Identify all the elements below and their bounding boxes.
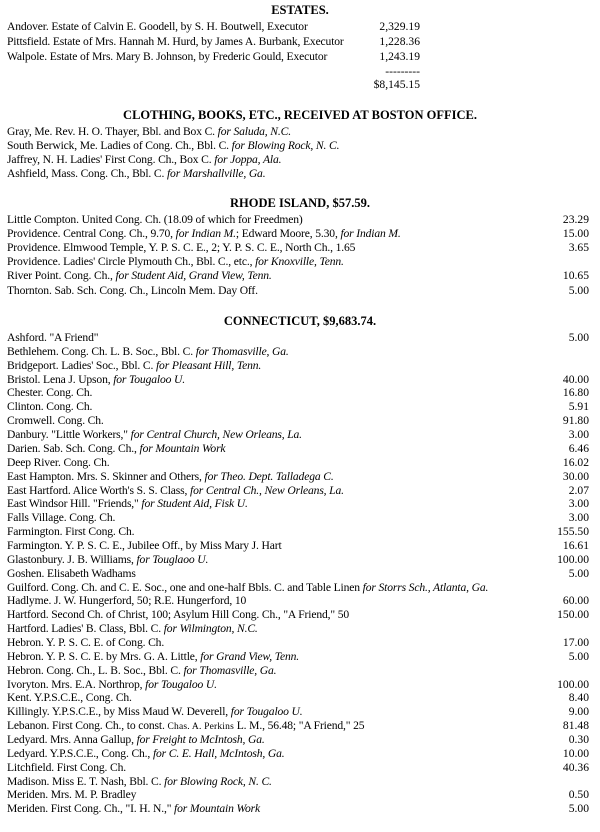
estates-heading: ESTATES. (271, 3, 329, 17)
ct-row (0, 636, 600, 650)
entry-destination: for Blowing Rock, N. C. (164, 774, 272, 788)
entry-amount: 5.00 (568, 331, 589, 344)
estates-total: $8,145.15 (373, 78, 420, 91)
ri-row (0, 241, 600, 255)
entry-destination: for Wilmington, N.C. (163, 622, 258, 636)
entry-amount: 0.30 (568, 732, 589, 746)
entry-text: Hadlyme. J. W. Hungerford, 50; R.E. Hungerford, 10 (7, 594, 247, 608)
entry-amount: 2.07 (568, 483, 589, 497)
ct-row (0, 428, 600, 442)
entry-text: Bridgeport. Ladies' Soc., Bbl. C. (7, 358, 156, 372)
entry-amount: 16.61 (562, 538, 589, 552)
entry-text: Thornton. Sab. Sch. Cong. Ch., Lincoln Mem. Day Off. (7, 284, 258, 297)
entry-text: Meriden. First Cong. Ch., "I. H. N.," (7, 802, 175, 816)
ct-row (0, 484, 600, 498)
entry-text: Chester. Cong. Ch. (7, 386, 93, 400)
estate-text: Pittsfield. Estate of Mrs. Hannah M. Hurd, by James A. Burbank, Executor (7, 35, 344, 48)
ct-row (0, 470, 600, 484)
clothing-row (0, 139, 600, 153)
entry-amount: 10.65 (562, 269, 589, 282)
entry-text: Providence. Ladies' Circle Plymouth Ch., Bbl. C., etc., (7, 255, 256, 268)
entry-text: East Hampton. Mrs. S. Skinner and Others, (7, 469, 205, 483)
entry-text: Deep River. Cong. Ch. (7, 455, 110, 469)
estate-amount: 1,243.19 (379, 50, 420, 63)
entry-destination: for Student Aid, Grand View, Tenn. (115, 269, 272, 282)
entry-amount: 5.00 (568, 649, 589, 663)
entry-text: Hebron. Cong. Ch., L. B. Soc., Bbl. C. (7, 663, 184, 677)
entry-destination: for Mountain Work (139, 441, 226, 455)
entry-text-cont: L. M., 56.48; "A Friend," 25 (234, 719, 365, 733)
ct-row (0, 539, 600, 553)
entry-text: Killingly. Y.P.S.C.E., by Miss Maud W. Deverell, (7, 705, 231, 719)
entry-amount: 5.00 (568, 566, 589, 580)
entry-destination: for Touglaoo U. (136, 552, 209, 566)
entry-amount: 155.50 (557, 525, 589, 538)
entry-text: South Berwick, Me. Ladies of Cong. Ch., Bbl. C. (7, 139, 232, 152)
entry-text: Cromwell. Cong. Ch. (7, 414, 104, 428)
estate-row (0, 20, 600, 34)
rhode-island-heading: RHODE ISLAND, $57.59. (230, 196, 370, 210)
entry-text: Glastonbury. J. B. Williams, (7, 552, 137, 566)
ct-row (0, 802, 600, 816)
entry-amount: 100.00 (557, 677, 589, 691)
estates-total-row (0, 78, 600, 92)
entry-amount: 6.46 (568, 441, 589, 455)
entry-text: River Point. Cong. Ch., (7, 269, 116, 282)
estate-amount: 1,228.36 (379, 35, 420, 48)
ct-row (0, 664, 600, 678)
entry-destination: for Storrs Sch., Atlanta, Ga. (362, 580, 489, 594)
entry-text: East Windsor Hill. "Friends," (7, 497, 142, 511)
ct-row (0, 414, 600, 428)
ri-row (0, 284, 600, 298)
entry-amount: 9.00 (568, 705, 589, 719)
entry-text: Ledyard. Mrs. Anna Gallup, (7, 732, 137, 746)
entry-amount: 5.00 (568, 284, 589, 297)
connecticut-heading: CONNECTICUT, $9,683.74. (223, 314, 377, 328)
entry-amount: 3.00 (568, 497, 589, 511)
entry-amount: 8.40 (568, 691, 589, 705)
entry-destination: for Blowing Rock, N. C. (231, 139, 340, 152)
entry-text: Darien. Sab. Sch. Cong. Ch., (7, 441, 140, 455)
ct-row (0, 761, 600, 775)
entry-text: Kent. Y.P.S.C.E., Cong. Ch. (7, 691, 132, 705)
entry-text: Guilford. Cong. Ch. and C. E. Soc., one and one-half Bbls. C. and Table Linen (7, 580, 363, 594)
entry-text: East Hartford. Alice Worth's S. S. Class, (7, 483, 191, 497)
ct-row (0, 553, 600, 567)
entry-text: Hartford. Ladies' B. Class, Bbl. C. (7, 622, 164, 636)
estates-separator: --------- (385, 65, 420, 78)
entry-amount: 5.00 (568, 802, 589, 816)
ct-row (0, 622, 600, 636)
entry-destination: for Central Church, New Orleans, La. (130, 428, 302, 441)
entry-text: Bethlehem. Cong. Ch. L. B. Soc., Bbl. C. (7, 344, 196, 358)
estates-separator-row (0, 65, 600, 79)
entry-text: Falls Village. Cong. Ch. (7, 511, 116, 525)
estate-row (0, 35, 600, 49)
ct-row (0, 456, 600, 470)
entry-amount: 40.00 (562, 372, 589, 386)
ct-row (0, 650, 600, 664)
entry-text: Hartford. Second Ch. of Christ, 100; Asylum Hill Cong. Ch., "A Friend," 50 (7, 608, 349, 622)
entry-text: Danbury. "Little Workers," (7, 428, 131, 441)
entry-name-smallcaps: Chas. A. Perkins (167, 722, 234, 733)
ct-row (0, 497, 600, 511)
entry-destination: for Marshallville, Ga. (166, 167, 266, 180)
entry-amount: 16.02 (562, 455, 589, 469)
entry-destination: for Thomasville, Ga. (183, 663, 277, 677)
estate-amount: 2,329.19 (379, 20, 420, 33)
entry-destination: for Theo. Dept. Talladega C. (204, 469, 334, 483)
entry-amount: 0.50 (568, 788, 589, 802)
ct-row (0, 733, 600, 747)
entry-destination: for Knoxville, Tenn. (255, 255, 344, 268)
ri-row (0, 227, 600, 241)
ct-row (0, 788, 600, 802)
ct-row (0, 400, 600, 414)
clothing-row (0, 125, 600, 139)
entry-amount: 30.00 (562, 469, 589, 483)
entry-amount: 100.00 (557, 552, 589, 566)
entry-text: Gray, Me. Rev. H. O. Thayer, Bbl. and Box C. (7, 125, 218, 138)
ct-row (0, 581, 600, 595)
ct-row (0, 525, 600, 539)
entry-amount: 60.00 (562, 594, 589, 608)
ct-row (0, 719, 600, 733)
ri-row (0, 255, 600, 269)
entry-destination: for Tougaloo U. (145, 677, 217, 691)
estate-row (0, 50, 600, 64)
entry-text: Little Compton. United Cong. Ch. (18.09 of which for Freedmen) (7, 213, 303, 226)
ct-row (0, 747, 600, 761)
ct-row (0, 359, 600, 373)
entry-text: Madison. Miss E. T. Nash, Bbl. C. (7, 774, 165, 788)
ct-row (0, 775, 600, 789)
entry-destination: for Freight to McIntosh, Ga. (136, 732, 265, 746)
entry-destination: for Tougaloo U. (230, 705, 303, 719)
entry-amount: 91.80 (562, 414, 589, 428)
entry-amount: 3.65 (568, 241, 589, 254)
entry-destination: for Tougaloo U. (113, 372, 185, 386)
entry-amount: 15.00 (562, 227, 589, 240)
entry-destination: for C. E. Hall, McIntosh, Ga. (152, 746, 285, 760)
entry-destination-2: for Indian M. (340, 227, 401, 240)
entry-text: Ashfield, Mass. Cong. Ch., Bbl. C. (7, 167, 167, 180)
estate-text: Andover. Estate of Calvin E. Goodell, by S. H. Boutwell, Executor (7, 20, 308, 33)
clothing-row (0, 153, 600, 167)
entry-destination: for Saluda, N.C. (217, 125, 291, 138)
ri-row (0, 213, 600, 227)
entry-amount: 3.00 (568, 511, 589, 525)
entry-text: Meriden. Mrs. M. P. Bradley (7, 788, 137, 802)
entry-text: Hebron. Y. P. S. C. E. of Cong. Ch. (7, 635, 165, 649)
entry-amount: 150.00 (557, 608, 589, 622)
entry-amount: 40.36 (562, 760, 589, 774)
entry-amount: 5.91 (568, 400, 589, 414)
entry-destination: for Pleasant Hill, Tenn. (155, 358, 262, 372)
ct-row (0, 386, 600, 400)
entry-text: Goshen. Elisabeth Wadhams (7, 566, 136, 580)
entry-text: Ledyard. Y.P.S.C.E., Cong. Ch., (7, 746, 153, 760)
entry-amount: 17.00 (562, 635, 589, 649)
entry-text-cont: ; Edward Moore, 5.30, (235, 227, 341, 240)
estate-text: Walpole. Estate of Mrs. Mary B. Johnson, by Frederic Gould, Executor (7, 50, 328, 63)
entry-text: Hebron. Y. P. S. C. E. by Mrs. G. A. Little, (7, 649, 201, 663)
entry-amount: 23.29 (562, 213, 589, 226)
entry-text: Bristol. Lena J. Upson, (7, 372, 114, 386)
entry-destination: for Thomasville, Ga. (195, 344, 289, 358)
entry-amount: 3.00 (568, 428, 589, 441)
ct-row (0, 511, 600, 525)
entry-text: Litchfield. First Cong. Ch. (7, 760, 126, 774)
entry-text: Ashford. "A Friend" (7, 331, 99, 344)
ri-row (0, 269, 600, 283)
entry-text: Providence. Central Cong. Ch., 9.70, (7, 227, 176, 240)
entry-text: Jaffrey, N. H. Ladies' First Cong. Ch., Box C. (7, 153, 215, 166)
entry-destination: for Grand View, Tenn. (200, 649, 299, 663)
ct-row (0, 331, 600, 345)
entry-text: Farmington. Y. P. S. C. E., Jubilee Off., by Miss Mary J. Hart (7, 538, 282, 552)
ct-row (0, 442, 600, 456)
entry-text: Ivoryton. Mrs. E.A. Northrop, (7, 677, 146, 691)
entry-amount: 10.00 (562, 746, 589, 760)
ct-row (0, 567, 600, 581)
entry-text: Clinton. Cong. Ch. (7, 400, 93, 414)
ct-row (0, 678, 600, 692)
clothing-heading: CLOTHING, BOOKS, ETC., RECEIVED AT BOSTON OFFICE. (123, 108, 477, 122)
clothing-row (0, 167, 600, 181)
ct-row (0, 691, 600, 705)
entry-destination: for Central Ch., New Orleans, La. (190, 483, 344, 497)
ct-row (0, 373, 600, 387)
entry-text: Providence. Elmwood Temple, Y. P. S. C. E., 2; Y. P. S. C. E., North Ch., 1.65 (7, 241, 356, 254)
entry-amount: 16.80 (562, 386, 589, 400)
ct-row (0, 608, 600, 622)
ct-row (0, 705, 600, 719)
entry-destination: for Indian M. (175, 227, 236, 240)
entry-text: Farmington. First Cong. Ch. (7, 525, 135, 538)
entry-destination: for Mountain Work (174, 802, 260, 816)
entry-text: Lebanon. First Cong. Ch., to const. (7, 719, 168, 733)
entry-destination: for Student Aid, Fisk U. (141, 497, 248, 511)
ct-row (0, 594, 600, 608)
entry-destination: for Joppa, Ala. (214, 153, 282, 166)
ct-row (0, 345, 600, 359)
entry-amount: 81.48 (562, 719, 589, 733)
